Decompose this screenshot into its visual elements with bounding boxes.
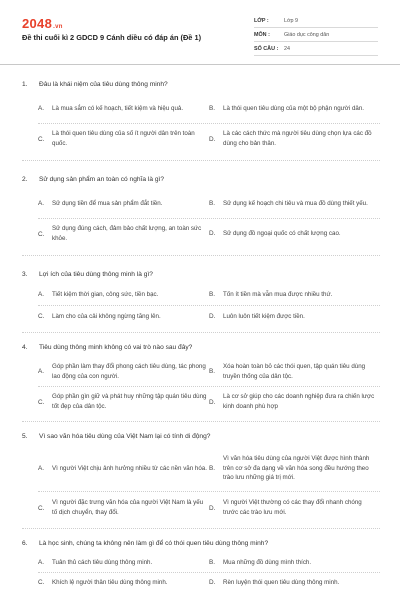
question-separator <box>22 528 380 529</box>
question-prompt: Vì sao văn hóa tiêu dùng của Việt Nam lại có tính di động? <box>39 432 211 440</box>
option-text: Vì người Việt thường có các thay đổi nhanh chóng trước các trào lưu mới. <box>223 499 362 516</box>
option-a[interactable] <box>38 362 207 382</box>
meta-row-subject <box>254 28 378 42</box>
option-letter: D. <box>209 230 216 238</box>
option-d[interactable] <box>209 312 378 322</box>
option-text: Là thói quen tiêu dùng của một bộ phận người dân. <box>223 104 364 112</box>
answer-options <box>38 94 380 154</box>
option-letter: D. <box>209 135 216 143</box>
option-text: Là mua sắm có kế hoạch, tiết kiệm và hiệu quả. <box>52 104 184 112</box>
question-prompt: Sử dụng sản phẩm an toàn có nghĩa là gì? <box>39 175 165 183</box>
question-number: 6. <box>22 539 28 547</box>
option-d[interactable] <box>209 498 378 518</box>
option-row <box>38 387 380 417</box>
option-row <box>38 446 380 492</box>
option-text: Khích lệ người thân tiêu dùng thông minh. <box>52 579 168 587</box>
option-text: Làm cho của cải không ngừng tăng lên. <box>52 313 161 321</box>
option-text: Vì người đặc trưng văn hóa của người Việt Nam là yếu tố dịch chuyển, thay đổi. <box>52 499 204 516</box>
option-letter: A. <box>38 558 45 566</box>
option-a[interactable] <box>38 104 207 114</box>
option-letter: B. <box>209 368 216 375</box>
question-text <box>22 78 380 90</box>
option-letter: B. <box>209 104 216 112</box>
option-text: Sử dụng đúng cách, đảm bảo chất lượng, an toàn sức khỏe. <box>52 225 202 242</box>
option-text: Tốn ít tiền mà vẫn mua được nhiều thứ. <box>223 290 333 298</box>
option-c[interactable] <box>38 392 207 412</box>
document-title: Đề thi cuối kì 2 GDCD 9 Cánh diều có đáp án (Đề 1) <box>22 33 202 42</box>
question-6 <box>22 537 380 593</box>
option-b[interactable] <box>209 104 378 114</box>
site-logo[interactable] <box>22 16 63 31</box>
option-b[interactable] <box>209 362 378 382</box>
option-row <box>38 573 380 593</box>
question-4 <box>22 341 380 417</box>
option-c[interactable] <box>38 312 207 322</box>
option-d[interactable] <box>209 229 378 239</box>
answer-options <box>38 189 380 249</box>
question-separator <box>22 255 380 256</box>
option-c[interactable] <box>38 129 207 149</box>
option-b[interactable] <box>209 558 378 568</box>
question-text <box>22 268 380 280</box>
question-separator <box>22 421 380 422</box>
option-b[interactable] <box>209 454 378 483</box>
option-d[interactable] <box>209 392 378 412</box>
option-text: Rèn luyện thói quen tiêu dùng thông minh. <box>223 579 340 587</box>
answer-options <box>38 284 380 328</box>
option-text: Sử dụng kế hoạch chi tiêu và mua đồ dùng thiết yếu. <box>223 199 368 207</box>
meta-row-count <box>254 42 378 56</box>
logo-main-text: 2048 <box>22 16 53 31</box>
option-row <box>38 124 380 154</box>
question-5 <box>22 430 380 524</box>
option-letter: B. <box>209 199 216 207</box>
option-b[interactable] <box>209 290 378 300</box>
option-a[interactable] <box>38 290 207 300</box>
option-text: Là thói quen tiêu dùng của số ít người dân trên toàn quốc. <box>52 130 195 147</box>
option-row <box>38 492 380 524</box>
meta-key: SỐ CÂU : <box>254 45 279 52</box>
question-2 <box>22 173 380 249</box>
option-letter: D. <box>209 579 216 587</box>
option-row <box>38 306 380 328</box>
option-letter: C. <box>38 504 45 512</box>
option-row <box>38 189 380 219</box>
question-text <box>22 341 380 353</box>
question-number: 1. <box>22 80 28 88</box>
option-text: Luôn luôn tiết kiệm được tiền. <box>223 313 305 321</box>
option-letter: B. <box>209 290 216 298</box>
option-letter: A. <box>38 199 45 207</box>
option-text: Vì người Việt chịu ảnh hưởng nhiều từ các nền văn hóa. <box>52 464 207 472</box>
option-text: Vì văn hóa tiêu dùng của người Việt được hình thành trên cơ sở đa dạng về văn hóa song đều hướng theo trào lưu những giá trị mới. <box>223 454 370 482</box>
option-row <box>38 219 380 249</box>
option-text: Góp phần gìn giữ và phát huy những tập quán tiêu dùng tốt đẹp của dân tộc. <box>52 393 207 410</box>
option-letter: A. <box>38 104 45 112</box>
question-separator <box>22 160 380 161</box>
option-a[interactable] <box>38 199 207 209</box>
option-letter: C. <box>38 579 45 587</box>
option-c[interactable] <box>38 498 207 518</box>
option-text: Sử dụng tiền để mua sản phẩm đắt tiền. <box>52 199 163 207</box>
option-text: Góp phần làm thay đổi phong cách tiêu dùng, tác phong lao động của con người. <box>52 362 206 380</box>
option-d[interactable] <box>209 129 378 149</box>
option-letter: A. <box>38 368 45 375</box>
question-number: 5. <box>22 432 28 440</box>
option-a[interactable] <box>38 464 207 474</box>
option-text: Là cơ sở giúp cho các doanh nghiệp đưa ra chiến lược kinh doanh phù hợp <box>223 393 375 410</box>
option-c[interactable] <box>38 224 207 244</box>
option-letter: C. <box>38 135 45 143</box>
option-text: Tiết kiệm thời gian, công sức, tiền bạc. <box>52 290 159 298</box>
option-b[interactable] <box>209 199 378 209</box>
option-row <box>38 94 380 124</box>
question-text <box>22 430 380 442</box>
question-prompt: Là học sinh, chúng ta không nên làm gì để có thói quen tiêu dùng thông minh? <box>39 539 269 547</box>
meta-value: Lớp 9 <box>284 17 299 24</box>
meta-key: MÔN : <box>254 31 270 38</box>
meta-table <box>254 14 378 56</box>
question-prompt: Đâu là khái niệm của tiêu dùng thông minh? <box>39 80 168 88</box>
question-3 <box>22 268 380 328</box>
option-letter: D. <box>209 504 216 512</box>
option-letter: D. <box>209 313 216 321</box>
question-text <box>22 537 380 549</box>
meta-key: LỚP : <box>254 17 269 24</box>
option-row <box>38 357 380 387</box>
question-separator <box>22 332 380 333</box>
option-letter: D. <box>209 398 216 406</box>
option-a[interactable] <box>38 558 207 568</box>
question-number: 3. <box>22 270 28 278</box>
answer-options <box>38 446 380 524</box>
question-text <box>22 173 380 185</box>
option-text: Xóa hoàn toàn bỏ các thói quen, tập quán tiêu dùng truyền thống của dân tộc. <box>223 362 366 380</box>
logo-sub-text: .vn <box>53 24 63 30</box>
option-text: Tuân thủ cách tiêu dùng thông minh. <box>52 558 153 566</box>
question-list <box>0 78 400 593</box>
option-letter: C. <box>38 398 45 406</box>
option-letter: B. <box>209 464 216 472</box>
meta-row-class <box>254 14 378 28</box>
answer-options <box>38 553 380 593</box>
answer-options <box>38 357 380 417</box>
option-letter: A. <box>38 464 45 472</box>
option-row <box>38 553 380 573</box>
option-text: Mua những đồ dùng mình thích. <box>223 558 312 566</box>
option-text: Là các cách thức mà người tiêu dùng chọn lựa các đồ dùng cho bản thân. <box>223 130 372 147</box>
question-1 <box>22 78 380 154</box>
question-number: 4. <box>22 343 28 351</box>
question-prompt: Lợi ích của tiêu dùng thông minh là gì? <box>39 270 153 278</box>
meta-value: Giáo dục công dân <box>284 31 330 38</box>
question-number: 2. <box>22 175 28 183</box>
option-c[interactable] <box>38 578 207 588</box>
option-text: Sử dụng đồ ngoại quốc có chất lượng cao. <box>223 230 341 238</box>
question-prompt: Tiêu dùng thông minh không có vai trò nào sau đây? <box>39 343 193 351</box>
header-divider <box>0 64 400 65</box>
option-row <box>38 284 380 306</box>
option-letter: C. <box>38 230 45 238</box>
option-letter: B. <box>209 558 216 566</box>
option-letter: C. <box>38 313 45 321</box>
option-d[interactable] <box>209 578 378 588</box>
option-letter: A. <box>38 290 45 298</box>
page-header <box>0 0 400 64</box>
meta-value: 24 <box>284 45 290 52</box>
